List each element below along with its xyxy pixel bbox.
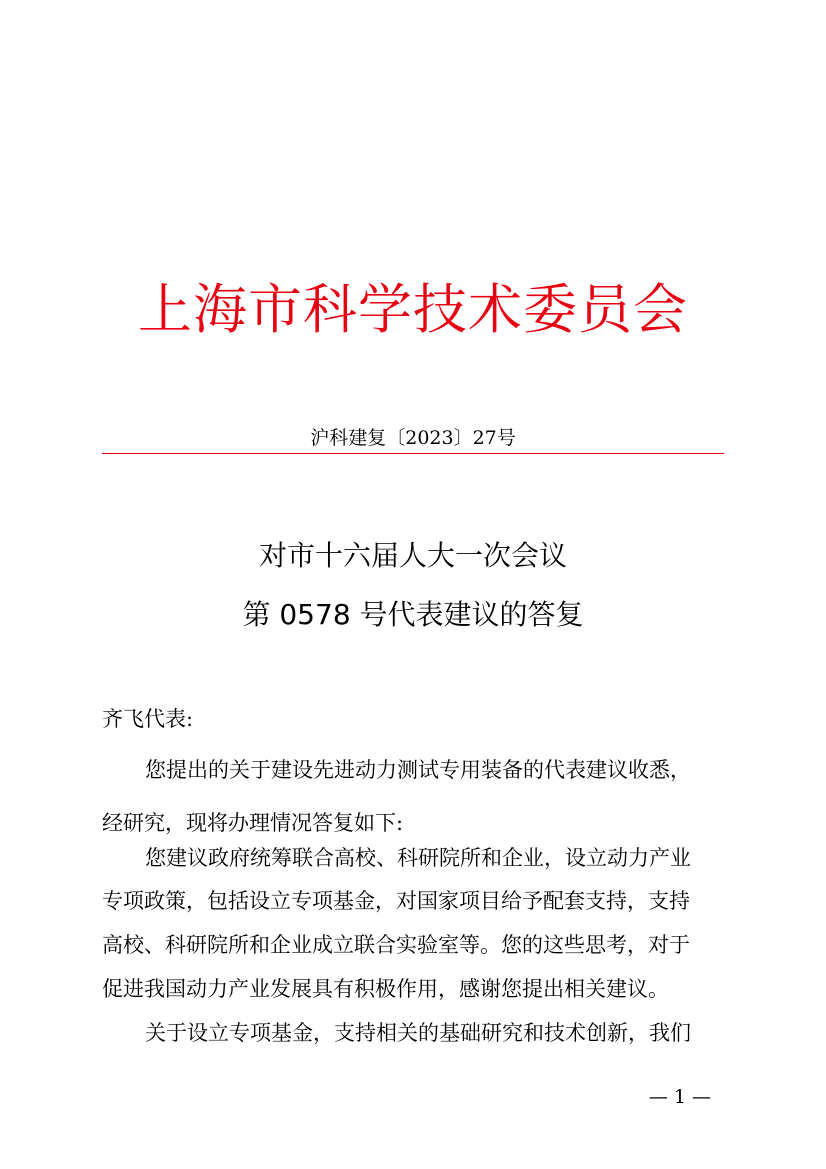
paragraph-3-line-1: 关于设立专项基金，支持相关的基础研究和技术创新，我们	[145, 1021, 691, 1045]
paragraph-2-line-3: 高校、科研院所和企业成立联合实验室等。您的这些思考，对于	[102, 933, 690, 957]
document-number: 沪科建复〔2023〕27号	[310, 427, 516, 449]
salutation: 齐飞代表:	[102, 707, 194, 731]
red-divider-line	[102, 453, 724, 454]
paragraph-2-line-1: 您建议政府统筹联合高校、科研院所和企业，设立动力产业	[145, 846, 691, 870]
paragraph-2-line-2: 专项政策，包括设立专项基金，对国家项目给予配套支持，支持	[102, 889, 690, 913]
paragraph-1-line-1: 您提出的关于建设先进动力测试专用装备的代表建议收悉，	[145, 758, 691, 782]
agency-header: 上海市科学技术委员会	[138, 278, 688, 341]
paragraph-1-line-2: 经研究，现将办理情况答复如下:	[102, 811, 404, 835]
reply-title-line-2: 第 0578 号代表建议的答复	[242, 598, 584, 631]
paragraph-2-line-4: 促进我国动力产业发展具有积极作用，感谢您提出相关建议。	[102, 977, 669, 1001]
reply-title-line-1: 对市十六届人大一次会议	[258, 539, 567, 572]
page-number: — 1 —	[648, 1086, 711, 1108]
